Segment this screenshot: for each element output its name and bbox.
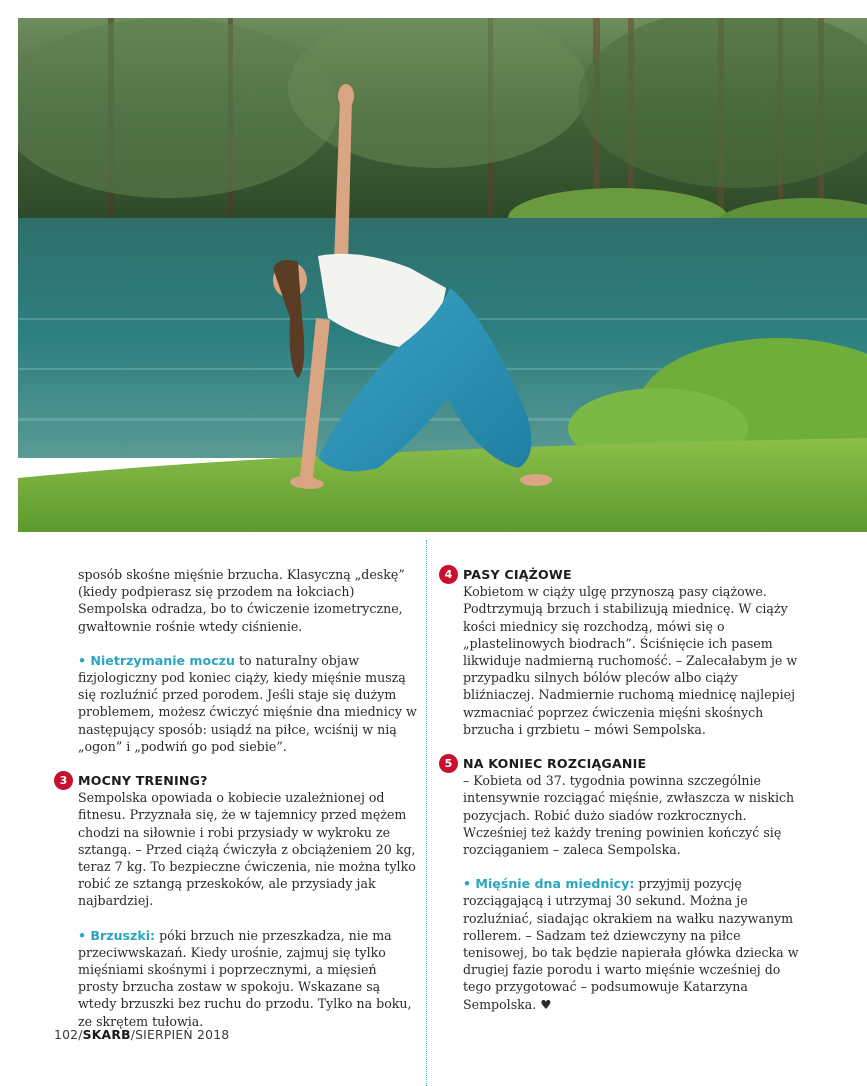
bullet-text: to naturalny objaw fizjologiczny pod koniec ciąży, kiedy mięśnie muszą się rozluźnić przed porodem. Jeśli staje się dużym problemem, możesz ćwiczyć mięśnie dna miednicy w następujący sposób: usiądź na piłce, wciśnij w nią „ogon” i „podwiń go pod siebie”.	[78, 652, 417, 754]
intro-paragraph: sposób skośne mięśnie brzucha. Klasyczną „deskę” (kiedy podpierasz się przodem na łokciach) Sempolska odradza, bo to ćwiczenie izometryczne, gwałtownie rośnie wtedy ciśnienie.	[78, 567, 405, 634]
hero-photo	[18, 18, 867, 532]
bullet-text: póki brzuch nie przeszkadza, nie ma przeciwwskazań. Kiedy urośnie, zajmuj się tylko mięśniami skośnymi i poprzecznymi, a mięsień prosty brzucha zostaw w spokoju. Wskazane są wtedy brzuszki bez ruchu do przodu. Tylko na boku, ze skrętem tułowia.	[78, 927, 412, 1029]
page-number: 102	[54, 1027, 79, 1042]
left-column	[59, 566, 418, 1030]
section-4-text: Kobietom w ciąży ulgę przynoszą pasy ciążowe. Podtrzymują brzuch i stabilizują miednicę. W ciąży kości miednicy się rozchodzą, mówi się o „plastelinowych biodrach”. Ściśnięcie ich pasem likwiduje nadmierną ruchomość. – Zalecałabym je w przypadku silnych bólów pleców albo ciąży bliźniaczej. Nadmiernie ruchomą miednicę najlepiej wzmacniać poprzez ćwiczenia mięśni skośnych brzucha i grzbietu – mówi Sempolska.	[463, 584, 798, 737]
yoga-lake-illustration	[18, 18, 867, 532]
section-5-heading	[444, 755, 803, 772]
bullet-miesnie	[463, 875, 803, 1013]
column-divider	[426, 540, 427, 1086]
bullet-label: • Brzuszki:	[78, 927, 156, 943]
bullet-text: przyjmij pozycję rozciągającą i utrzymaj 30 sekund. Można je rozluźniać, siadając okrakiem na wałku nazywanym rollerem. – Sadzam też dziewczyny na piłce tenisowej, bo tak będzie napierała główka dziecka w drugiej fazie porodu i warto mięśnie wcześniej do tego przygotować – podsumowuje Katarzyna Sempolska. ♥	[463, 876, 799, 1012]
page-footer	[54, 1027, 229, 1042]
right-column	[444, 566, 803, 1013]
section-number-badge: 3	[54, 771, 73, 790]
section-number-badge: 5	[439, 754, 458, 773]
section-3-text: Sempolska opowiada o kobiecie uzależnionej od fitnesu. Przyznała się, że w tajemnicy przed mężem chodzi na siłownie i robi przysiady w wykroku ze sztangą. – Przed ciążą ćwiczyła z obciążeniem 20 kg, teraz 7 kg. To bezpieczne ćwiczenia, nie można tylko robić ze sztangą przeskoków, ale przysiady jak najbardziej.	[78, 790, 416, 909]
section-5-text: – Kobieta od 37. tygodnia powinna szczególnie intensywnie rozciągać mięśnie, zwłaszcza w niskich pozycjach. Robić dużo siadów rozkrocznych. Wcześniej też każdy trening powinien kończyć się rozciąganiem – zaleca Sempolska.	[463, 773, 795, 858]
issue-date: SIERPIEŃ 2018	[135, 1027, 230, 1042]
section-3-heading	[59, 772, 418, 789]
section-title: MOCNY TRENING?	[78, 773, 208, 789]
section-number-badge: 4	[439, 565, 458, 584]
section-title: NA KONIEC ROZCIĄGANIE	[463, 756, 647, 772]
bullet-nietrzymanie	[78, 652, 418, 755]
bullet-label: • Nietrzymanie moczu	[78, 652, 235, 668]
bullet-brzuszki	[78, 927, 418, 1030]
footer-separator: /	[130, 1027, 136, 1042]
magazine-name: SKARB	[82, 1027, 131, 1042]
section-4-heading	[444, 566, 803, 583]
bullet-label: • Mięśnie dna miednicy:	[463, 876, 635, 892]
section-title: PASY CIĄŻOWE	[463, 567, 572, 582]
footer-separator: /	[78, 1027, 83, 1042]
